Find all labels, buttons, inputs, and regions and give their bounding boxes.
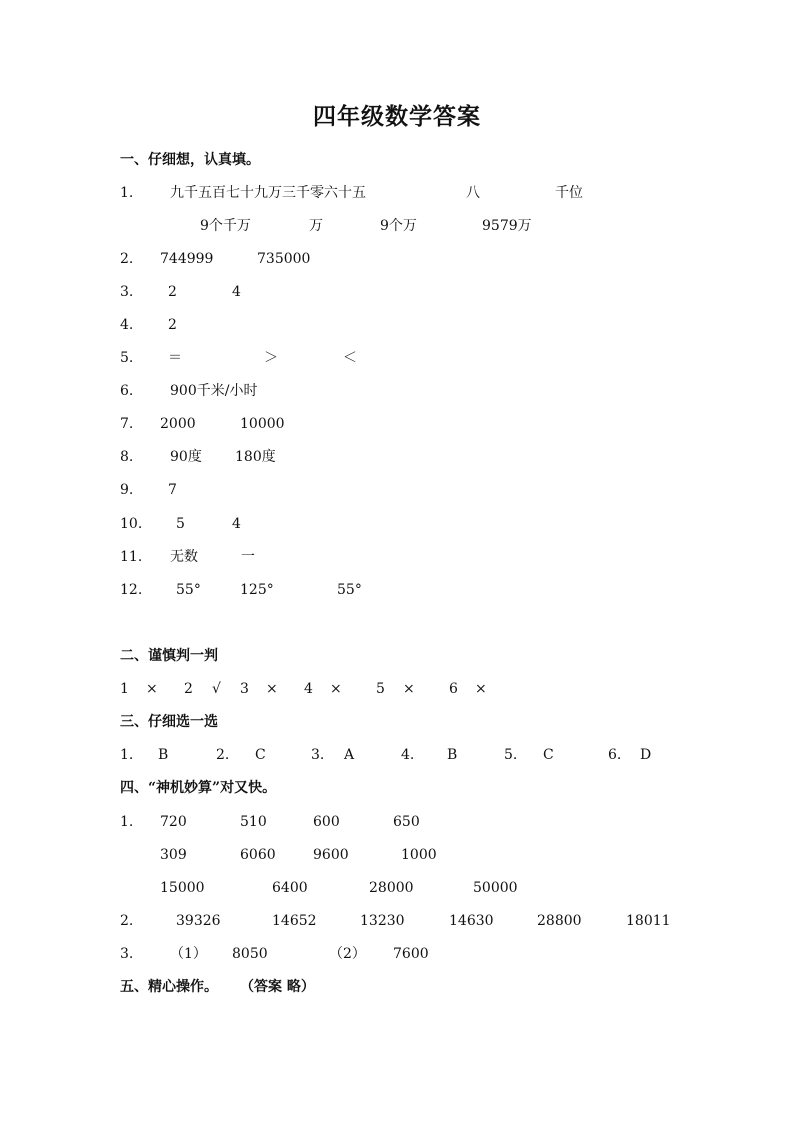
q12-answer-3: 55° xyxy=(337,582,362,598)
calc-value: 9600 xyxy=(313,847,349,863)
q10-answer-2: 4 xyxy=(232,516,241,532)
q1-answer-7: 9579万 xyxy=(482,218,532,234)
q2-number: 2. xyxy=(120,251,134,267)
calc-value: 28000 xyxy=(369,880,414,896)
q1-answer-5: 万 xyxy=(309,218,323,234)
q10-answer-1: 5 xyxy=(176,516,185,532)
section-4-heading: 四、“神机妙算”对又快。 xyxy=(120,780,277,796)
q5-number: 5. xyxy=(120,350,134,366)
section-3-heading: 三、仔细选一选 xyxy=(120,714,218,730)
q8-number: 8. xyxy=(120,449,134,465)
choice-answer: A xyxy=(344,747,355,763)
judge-mark: × xyxy=(266,681,278,697)
q12-number: 12. xyxy=(120,582,143,598)
calc-value: 510 xyxy=(240,814,267,830)
judge-mark: × xyxy=(475,681,487,697)
section-5-heading: 五、精心操作。 xyxy=(120,979,218,995)
q6-number: 6. xyxy=(120,383,134,399)
q6-answer-1: 900千米/小时 xyxy=(170,383,258,399)
q3-number: 3. xyxy=(120,284,134,300)
choice-number: 3. xyxy=(311,747,325,763)
calc-value: 28800 xyxy=(537,913,582,929)
q4-number: 4. xyxy=(120,317,134,333)
q3-answer-2: 4 xyxy=(232,284,241,300)
calc-value: 6060 xyxy=(240,847,276,863)
q12-answer-1: 55° xyxy=(176,582,201,598)
choice-answer: C xyxy=(255,747,266,763)
q9-number: 9. xyxy=(120,482,134,498)
q8-answer-2: 180度 xyxy=(235,449,276,465)
calc-value: 13230 xyxy=(360,913,405,929)
calc-value: 7600 xyxy=(393,946,429,962)
q7-answer-2: 10000 xyxy=(240,416,285,432)
choice-number: 1. xyxy=(120,747,134,763)
judge-mark: × xyxy=(146,681,158,697)
judge-mark: × xyxy=(330,681,342,697)
q7-number: 7. xyxy=(120,416,134,432)
judge-mark: × xyxy=(403,681,415,697)
q11-number: 11. xyxy=(120,549,143,565)
calc-part-label: （1） xyxy=(170,946,207,962)
calc-value: 650 xyxy=(393,814,420,830)
calc-value: 6400 xyxy=(272,880,308,896)
q11-answer-2: 一 xyxy=(241,549,255,565)
section-2-heading: 二、谨慎判一判 xyxy=(120,648,218,664)
q1-answer-1: 九千五百七十九万三千零六十五 xyxy=(170,185,366,201)
calc-q2-number: 2. xyxy=(120,913,134,929)
calc-value: 15000 xyxy=(160,880,205,896)
judge-number: 3 xyxy=(240,681,249,697)
choice-answer: C xyxy=(543,747,554,763)
judge-number: 1 xyxy=(120,681,129,697)
choice-answer: D xyxy=(640,747,652,763)
calc-value: 8050 xyxy=(232,946,268,962)
section-1-heading: 一、仔细想，认真填。 xyxy=(120,152,260,168)
q3-answer-1: 2 xyxy=(168,284,177,300)
q1-answer-4: 9个千万 xyxy=(200,218,251,234)
judge-number: 4 xyxy=(304,681,313,697)
q1-number: 1. xyxy=(120,185,134,201)
q8-answer-1: 90度 xyxy=(170,449,202,465)
calc-value: 50000 xyxy=(473,880,518,896)
calc-value: 14652 xyxy=(272,913,317,929)
choice-number: 4. xyxy=(401,747,415,763)
choice-number: 5. xyxy=(504,747,518,763)
q5-answer-1: ＝ xyxy=(168,350,182,366)
calc-value: 309 xyxy=(160,847,187,863)
q5-answer-3: ＜ xyxy=(343,350,357,366)
calc-value: 600 xyxy=(313,814,340,830)
q9-answer-1: 7 xyxy=(168,482,177,498)
choice-answer: B xyxy=(447,747,458,763)
q7-answer-1: 2000 xyxy=(160,416,196,432)
calc-part-label: （2） xyxy=(329,946,366,962)
calc-value: 39326 xyxy=(176,913,221,929)
q10-number: 10. xyxy=(120,516,143,532)
calc-value: 1000 xyxy=(401,847,437,863)
choice-number: 6. xyxy=(608,747,622,763)
q4-answer-1: 2 xyxy=(168,317,177,333)
calc-value: 720 xyxy=(160,814,187,830)
calc-q3-number: 3. xyxy=(120,946,134,962)
calc-q1-number: 1. xyxy=(120,814,134,830)
judge-number: 6 xyxy=(449,681,458,697)
calc-value: 14630 xyxy=(449,913,494,929)
q2-answer-2: 735000 xyxy=(257,251,311,267)
choice-answer: B xyxy=(158,747,169,763)
q2-answer-1: 744999 xyxy=(160,251,214,267)
q1-answer-6: 9个万 xyxy=(380,218,417,234)
q11-answer-1: 无数 xyxy=(170,549,198,565)
q1-answer-2: 八 xyxy=(466,185,480,201)
page-title: 四年级数学答案 xyxy=(313,103,481,130)
judge-mark: √ xyxy=(212,681,221,697)
section-5-note: （答案 略） xyxy=(240,979,315,995)
judge-number: 2 xyxy=(184,681,193,697)
q12-answer-2: 125° xyxy=(240,582,274,598)
judge-number: 5 xyxy=(376,681,385,697)
q5-answer-2: ＞ xyxy=(264,350,278,366)
q1-answer-3: 千位 xyxy=(555,185,583,201)
choice-number: 2. xyxy=(216,747,230,763)
calc-value: 18011 xyxy=(626,913,671,929)
